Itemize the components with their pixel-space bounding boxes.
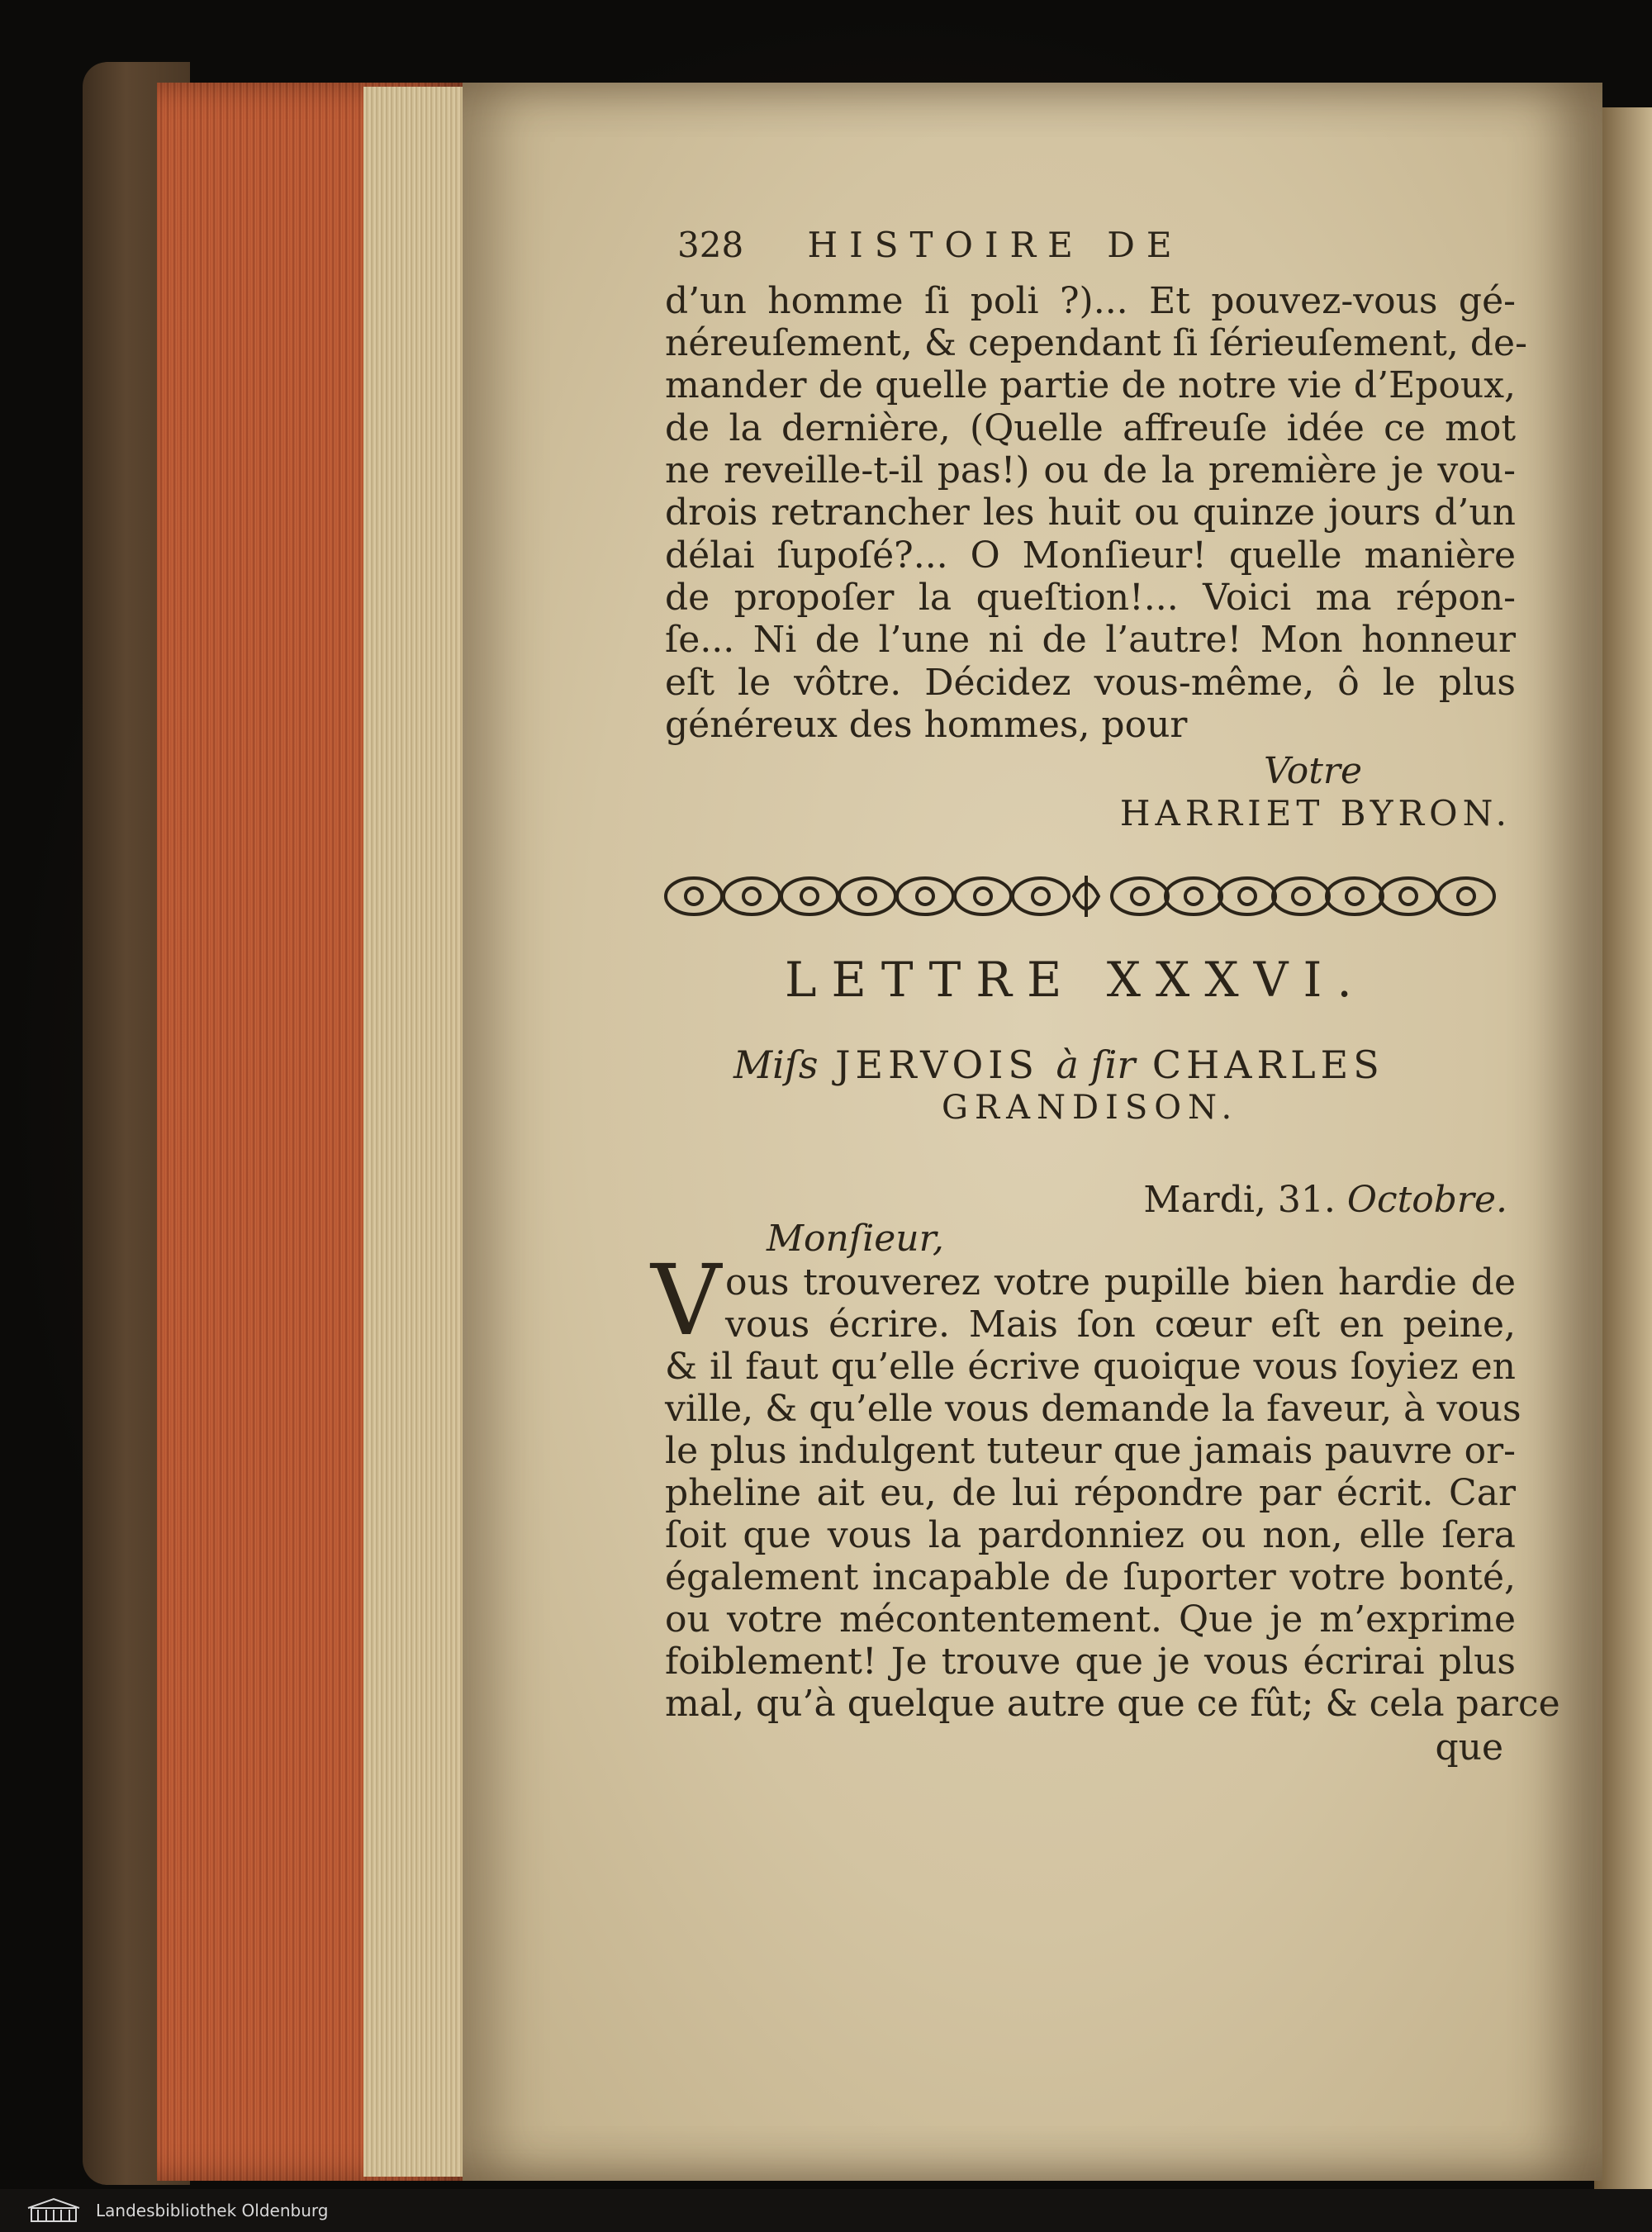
drop-cap: V — [651, 1243, 722, 1357]
letter-date — [1136, 1179, 1507, 1225]
running-title: HISTOIRE DE — [807, 225, 1184, 265]
text-line: de propoſer la queſtion!... Voici ma répon- — [665, 577, 1516, 619]
text-line: eſt le vôtre. Décidez vous-même, ô le plus — [665, 662, 1516, 704]
text-line: drois retrancher les huit ou quinze jours d’un — [665, 492, 1516, 534]
text-line: ſe... Ni de l’une ni de l’autre! Mon honneur — [665, 619, 1516, 661]
page-number: 328 — [677, 225, 744, 265]
ornament-center-fleuron — [1074, 876, 1099, 917]
date-month: Octobre. — [1346, 1179, 1507, 1221]
letter-address-line2: GRANDISON. — [942, 1089, 1239, 1127]
library-name: Landesbibliothek Oldenburg — [96, 2201, 329, 2220]
body-line: ſoit que vous la pardonniez ou non, elle ſera — [665, 1514, 1516, 1556]
facing-page-edge — [1594, 107, 1652, 2189]
salutation: Monſieur, — [767, 1218, 944, 1260]
ornament-divider — [661, 863, 1512, 929]
text-line: délai ſupoſé?... O Monſieur! quelle manière — [665, 534, 1516, 577]
address-charles: CHARLES — [1135, 1042, 1384, 1087]
body-line: ville, & qu’elle vous demande la faveur, à vous — [665, 1388, 1521, 1430]
body-line: mal, qu’à quelque autre que ce fût; & cela parce — [665, 1683, 1560, 1725]
body-line: vous écrire. Mais ſon cœur eſt en peine, — [725, 1304, 1516, 1346]
address-italic-a-sir: à ſir — [1056, 1042, 1136, 1087]
library-building-icon — [25, 2196, 83, 2225]
date-day: Mardi, 31. — [1143, 1179, 1347, 1221]
letter-title: LETTRE XXXVI. — [785, 952, 1367, 1008]
body-line: le plus indulgent tuteur que jamais pauvre or- — [665, 1430, 1516, 1472]
body-line: & il faut qu’elle écrive quoique vous ſoyiez en — [665, 1346, 1516, 1388]
closing-word: Votre — [1264, 750, 1362, 792]
text-line: mander de quelle partie de notre vie d’Epoux, — [665, 364, 1516, 406]
page-stack-edge — [363, 87, 471, 2177]
body-line: foiblement! Je trouve que je vous écrirai plus — [665, 1641, 1516, 1683]
ornament-scroll-right — [1112, 878, 1494, 914]
body-line: pheline ait eu, de lui répondre par écrit. Car — [665, 1472, 1516, 1514]
library-footer — [0, 2189, 1652, 2232]
signature: HARRIET BYRON. — [1119, 793, 1512, 833]
body-line: ou votre mécontentement. Que je m’exprime — [665, 1598, 1516, 1641]
body-line: ous trouverez votre pupille bien hardie de — [725, 1261, 1516, 1304]
text-line: néreuſement, & cependant ſi ſérieuſement, de- — [665, 322, 1527, 364]
text-line: ne reveille-t-il pas!) ou de la première je vou- — [665, 449, 1516, 492]
catchword: que — [1435, 1726, 1503, 1769]
letter-address-line1 — [733, 1042, 1460, 1092]
text-line: d’un homme ſi poli ?)... Et pouvez-vous gé- — [665, 280, 1516, 322]
text-line: de la dernière, (Quelle affreuſe idée ce mot — [665, 407, 1516, 449]
text-line: généreux des hommes, pour — [665, 704, 1188, 746]
address-italic-miss: Miſs — [733, 1042, 819, 1087]
running-head — [677, 225, 1338, 266]
body-line: également incapable de ſuporter votre bonté, — [665, 1556, 1516, 1598]
ornament-scroll-left — [666, 878, 1069, 914]
address-jervois: JERVOIS — [818, 1042, 1056, 1087]
